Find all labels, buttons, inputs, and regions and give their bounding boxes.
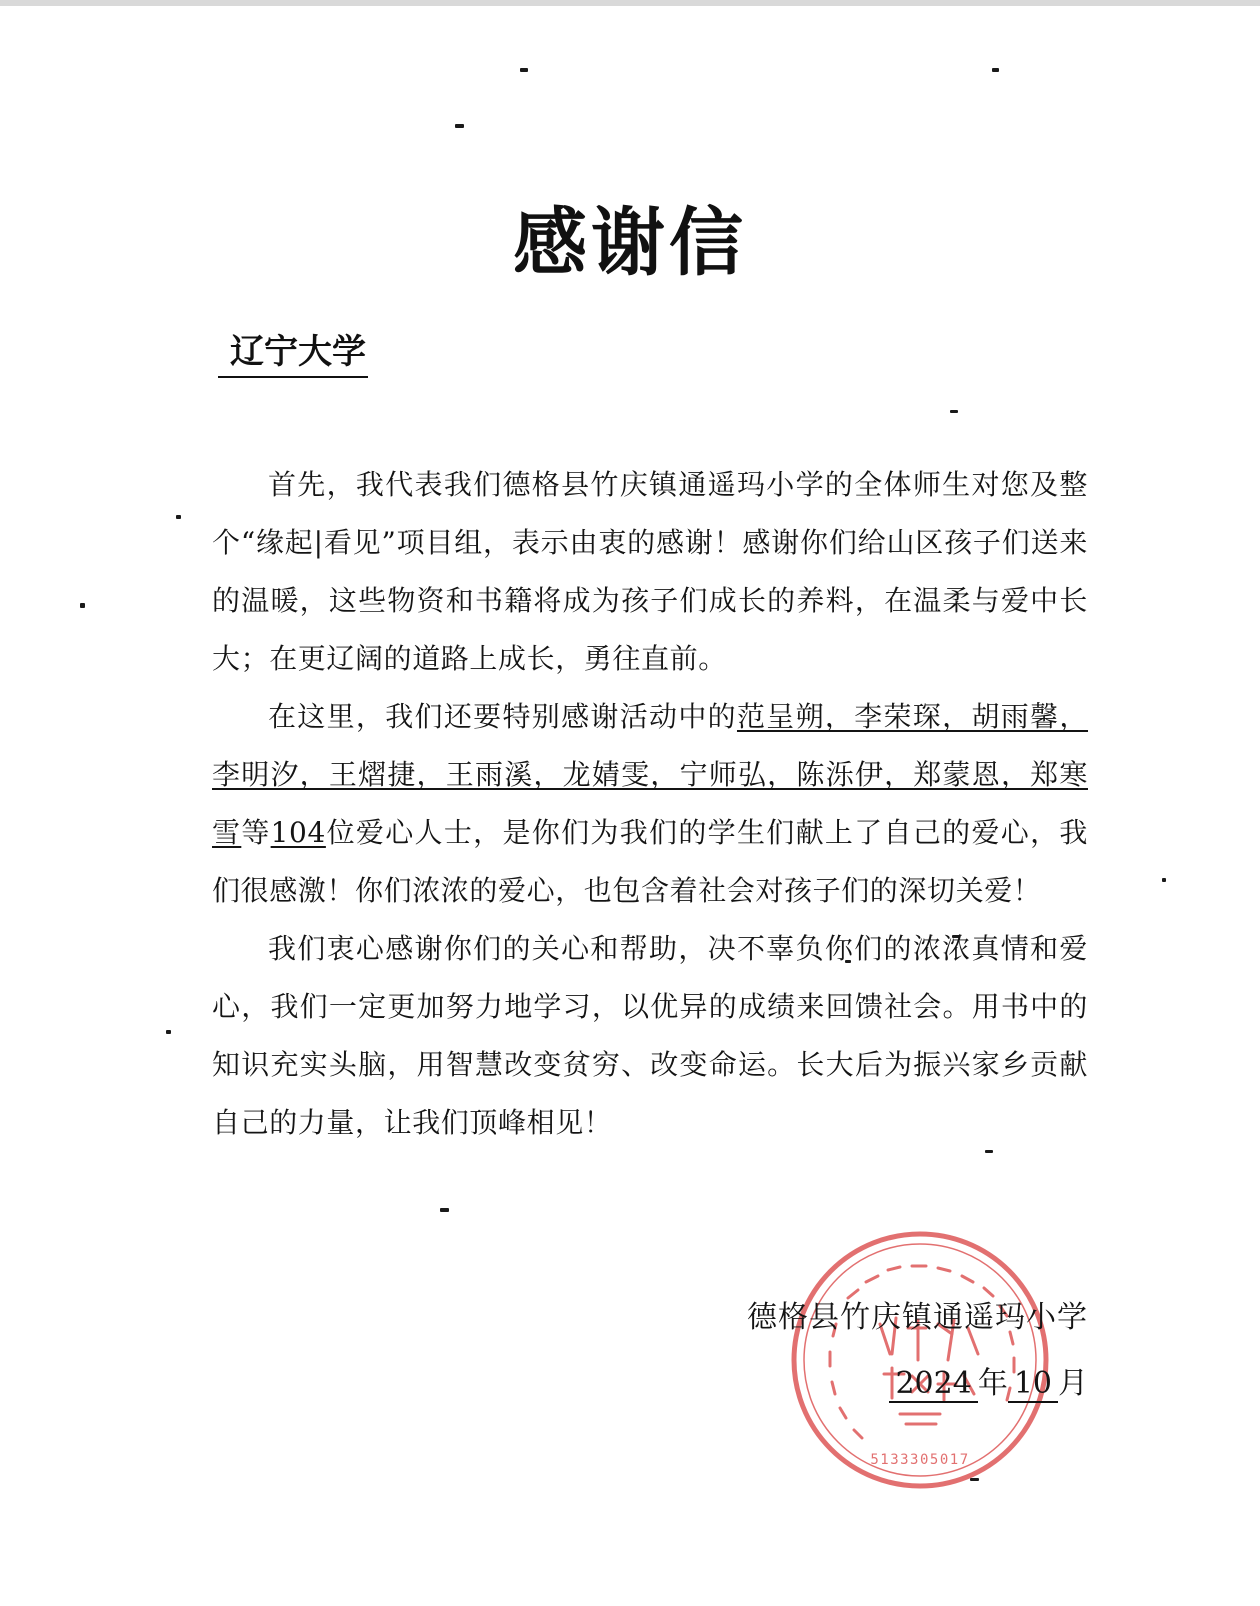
- body-paragraph-2: [212, 688, 1088, 920]
- paragraph-text: 我们衷心感谢你们的关心和帮助，决不辜负你们的浓浓真情和爱心，我们一定更加努力地学习，以优异的成绩来回馈社会。用书中的知识充实头脑，用智慧改变贫穷、改变命运。长大后为振兴家乡贡献自己的力量，让我们顶峰相见！: [212, 932, 1088, 1139]
- scan-speck: [520, 68, 528, 72]
- scan-speck: [176, 515, 181, 519]
- seal-code: 5133305017: [870, 1452, 970, 1468]
- scan-speck: [455, 124, 464, 128]
- paragraph-text: 首先，我代表我们德格县竹庆镇通遥玛小学的全体师生对您及整个“缘起|看见”项目组，表示由衷的感谢！感谢你们给山区孩子们送来的温暖，这些物资和书籍将成为孩子们成长的养料，在温柔与爱中长大；在更辽阔的道路上成长，勇往直前。: [212, 468, 1088, 675]
- scan-speck: [950, 410, 958, 413]
- body-paragraph-3: [212, 920, 1088, 1152]
- scan-speck: [1162, 878, 1166, 882]
- official-seal-icon: [788, 1228, 1052, 1492]
- letter-title: 感谢信: [513, 200, 747, 286]
- date-month-unit: 月: [1058, 1366, 1088, 1401]
- paragraph-text: 在这里，我们还要特别感谢活动中的: [268, 700, 737, 733]
- recipient-salutation: 辽宁大学: [218, 330, 368, 378]
- scan-speck: [80, 603, 85, 608]
- donor-count: 104: [270, 816, 326, 849]
- body-paragraph-1: [212, 456, 1088, 688]
- signature-school-name: 德格县竹庆镇通遥玛小学: [747, 1300, 1088, 1335]
- paragraph-text: 等: [241, 816, 271, 849]
- scan-speck: [992, 68, 999, 72]
- date-year-unit: 年: [977, 1366, 1008, 1401]
- date-month: 10: [1008, 1367, 1058, 1403]
- date-year: 2024: [889, 1367, 977, 1403]
- donor-names: 范呈朔，李荣琛，胡雨馨，李明汐，王熠捷，王雨溪，龙婧雯，宁师弘，陈泺伊，郑蒙恩，郑寒雪: [212, 700, 1089, 849]
- scan-speck: [440, 1208, 449, 1212]
- letter-date: [889, 1364, 1088, 1404]
- paragraph-text: 位爱心人士，是你们为我们的学生们献上了自己的爱心，我们很感激！你们浓浓的爱心，也包含着社会对孩子们的深切关爱！: [212, 816, 1088, 907]
- scan-speck: [166, 1030, 171, 1034]
- letter-body: [212, 456, 1088, 1152]
